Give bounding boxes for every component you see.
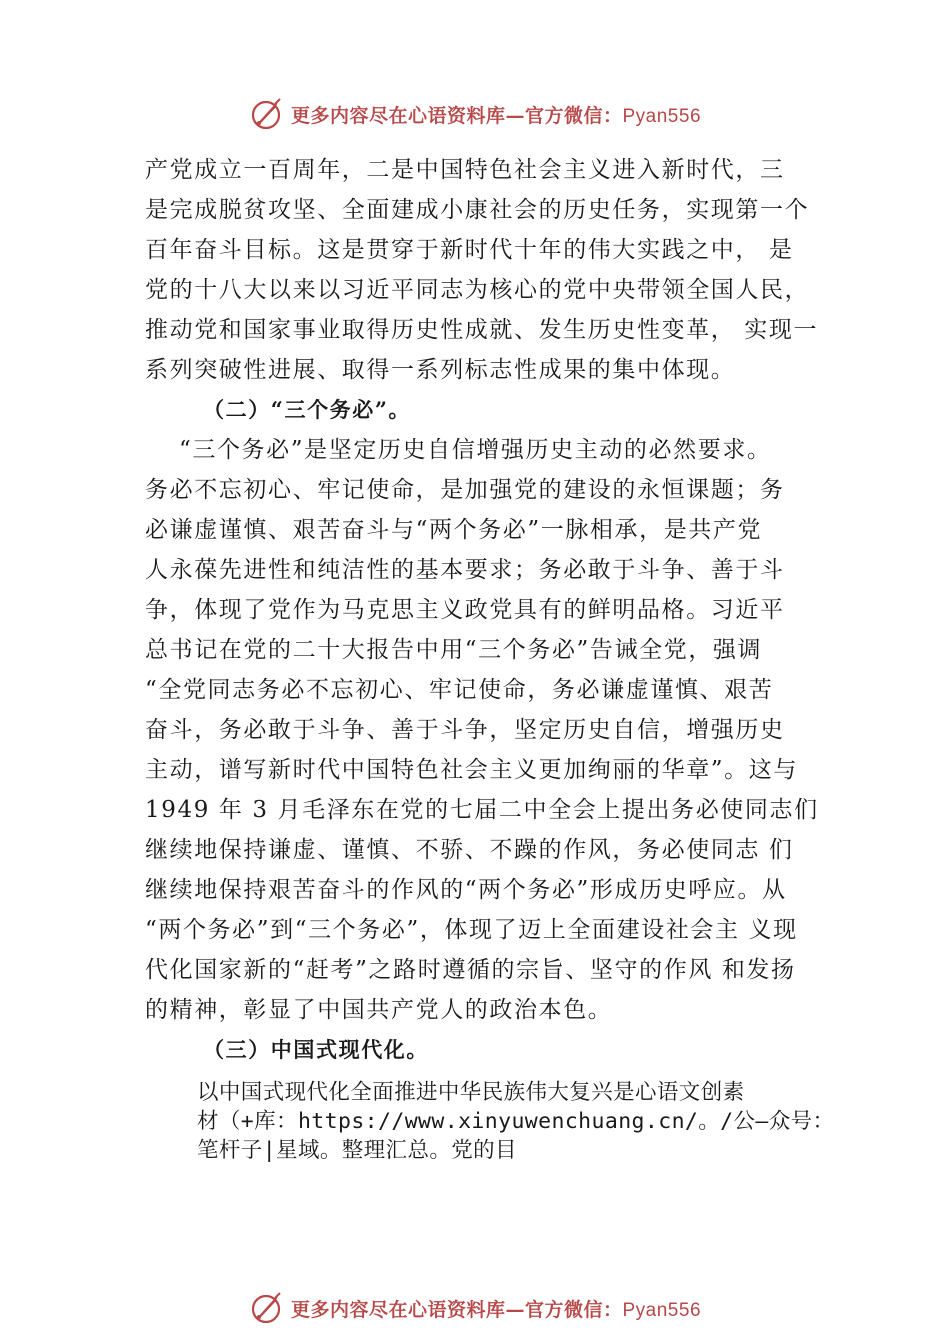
text-line: “三个务必”是坚定历史自信增强历史主动的必然要求。 bbox=[179, 437, 772, 463]
banner-text: 更多内容尽在心语资料库—官方微信：Pyan556 bbox=[290, 1298, 702, 1321]
text-line: 推动党和国家事业取得历史性成就、发生历史性变革， 实现一 bbox=[145, 317, 819, 343]
banner-wechat-id: Pyan556 bbox=[622, 105, 702, 127]
text-line: 继续地保持谦虚、谨慎、不骄、不躁的作风，务必使同志 们 bbox=[145, 837, 794, 863]
text-line: 是完成脱贫攻坚、全面建成小康社会的历史任务，实现第一个 bbox=[145, 197, 810, 223]
text-line: 人永葆先进性和纯洁性的基本要求；务必敢于斗争、善于斗 bbox=[145, 557, 785, 583]
footer-banner bbox=[0, 1286, 950, 1330]
text-line: 材（+库：https://www.xinyuwenchuang.cn/。/公—众号： bbox=[197, 1109, 835, 1134]
text-line: 的精神，彰显了中国共产党人的政治本色。 bbox=[145, 997, 613, 1023]
quill-logo-icon bbox=[249, 96, 285, 132]
text-line: 必谦虚谨慎、艰苦奋斗与“两个务必”一脉相承，是共产党 bbox=[145, 517, 763, 543]
section-heading-3: （三）中国式现代化。 bbox=[203, 1037, 429, 1062]
text-line: 继续地保持艰苦奋斗的作风的“两个务必”形成历史呼应。从 bbox=[145, 877, 787, 903]
text-line: 产党成立一百周年，二是中国特色社会主义进入新时代，三 bbox=[145, 157, 785, 183]
text-line: 代化国家新的“赶考”之路时遵循的宗旨、坚守的作风 和发扬 bbox=[145, 957, 796, 983]
watermark-paragraph bbox=[145, 1078, 845, 1165]
section-heading-2: （二）“三个务必”。 bbox=[203, 397, 412, 422]
text-line: 系列突破性进展、取得一系列标志性成果的集中体现。 bbox=[145, 357, 736, 383]
banner-text: 更多内容尽在心语资料库—官方微信：Pyan556 bbox=[290, 104, 702, 127]
text-line: 笔杆子|星域。整理汇总。党的目 bbox=[197, 1138, 517, 1163]
header-banner bbox=[0, 92, 950, 136]
text-line: 党的十八大以来以习近平同志为核心的党中央带领全国人民， bbox=[145, 277, 810, 303]
quill-logo-icon bbox=[249, 1290, 285, 1326]
document-body bbox=[145, 150, 845, 1165]
text-line: 务必不忘初心、牢记使命，是加强党的建设的永恒课题；务 bbox=[145, 477, 785, 503]
text-line: 百年奋斗目标。这是贯穿于新时代十年的伟大实践之中， 是 bbox=[145, 237, 794, 263]
text-line: 奋斗，务必敢于斗争、善于斗争，坚定历史自信，增强历史 bbox=[145, 717, 785, 743]
text-line: “全党同志务必不忘初心、牢记使命，务必谦虚谨慎、艰苦 bbox=[145, 677, 774, 703]
text-line: 争，体现了党作为马克思主义政党具有的鲜明品格。习近平 bbox=[145, 597, 785, 623]
text-line: 以中国式现代化全面推进中华民族伟大复兴是心语文创素 bbox=[197, 1080, 745, 1105]
text-line: 1949 年 3 月毛泽东在党的七届二中全会上提出务必使同志们 bbox=[145, 797, 819, 823]
text-line: 主动，谱写新时代中国特色社会主义更加绚丽的华章”。这与 bbox=[145, 757, 798, 783]
text-line: 总书记在党的二十大报告中用“三个务必”告诫全党，强调 bbox=[145, 637, 763, 663]
text-line: “两个务必”到“三个务必”，体现了迈上全面建设社会主 义现 bbox=[145, 917, 798, 943]
banner-wechat-id: Pyan556 bbox=[622, 1299, 702, 1321]
